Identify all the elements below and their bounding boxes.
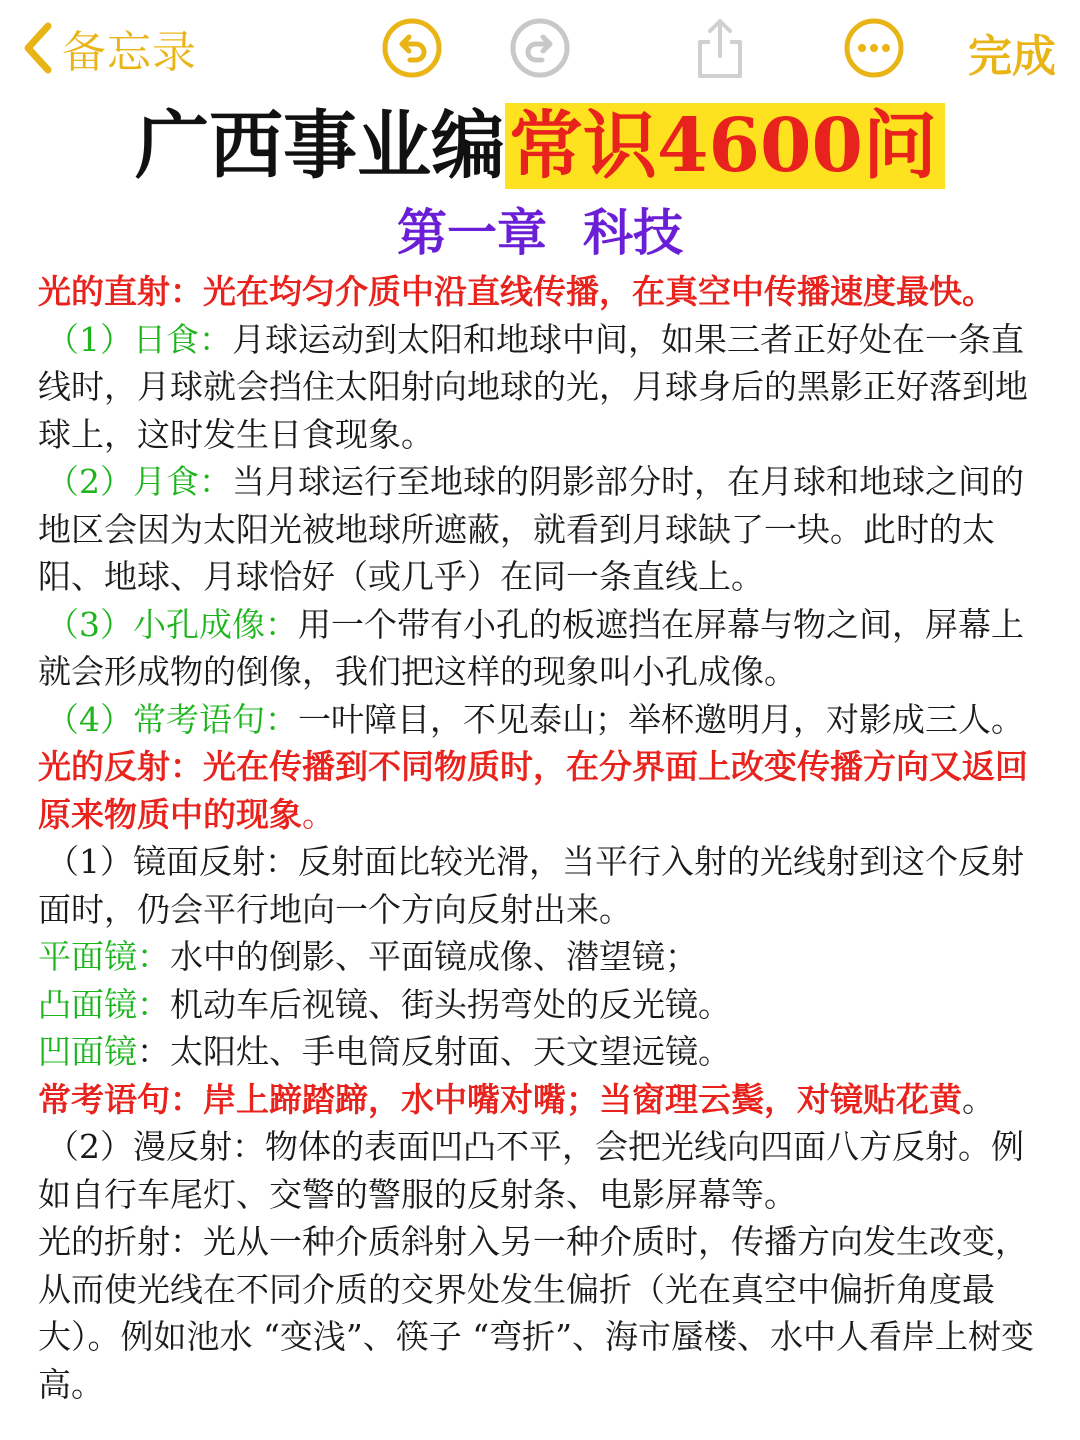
chapter-name: 科技 xyxy=(583,203,683,262)
paragraph-lunar-eclipse xyxy=(38,458,1054,601)
paragraph-flat-mirror xyxy=(38,933,1054,981)
title-highlight: 常识4600问 xyxy=(505,103,945,189)
paragraph-convex-mirror xyxy=(38,981,1054,1029)
done-button[interactable]: 完成 xyxy=(968,31,1056,82)
label-lunar-eclipse: （2）月食： xyxy=(46,462,232,501)
tail-common-phrases-2: 。 xyxy=(962,1079,995,1119)
paragraph-concave-mirror xyxy=(38,1028,1054,1076)
paragraph-common-phrases-2 xyxy=(38,1076,1054,1124)
redo-button[interactable] xyxy=(508,16,572,80)
redo-icon xyxy=(508,16,572,80)
label-flat-mirror: 平面镜： xyxy=(38,937,170,976)
reflection-heading-text: 光的反射：光在传播到不同物质时，在分界面上改变传播方向又返回原来物质中的现象 xyxy=(38,747,1028,834)
paragraph-pinhole xyxy=(38,601,1054,696)
label-convex-mirror: 凸面镜： xyxy=(38,984,170,1024)
reflection-heading-tail: 。 xyxy=(302,794,335,834)
paragraph-specular: （1）镜面反射：反射面比较光滑，当平行入射的光线射到这个反射面时，仍会平行地向一个方向反射出来。 xyxy=(38,842,1024,929)
chapter-heading xyxy=(0,200,1080,266)
section-reflection-heading xyxy=(38,743,1054,838)
page-title xyxy=(0,100,1080,192)
more-button[interactable] xyxy=(842,16,906,80)
title-main: 广西事业编 xyxy=(135,103,506,189)
back-label: 备忘录 xyxy=(62,27,197,78)
text-solar-eclipse: 月球运动到太阳和地球中间，如果三者正好处在一条直线时，月球就会挡住太阳射向地球的光，月球身后的黑影正好落到地球上，这时发生日食现象。 xyxy=(38,319,1028,454)
share-icon xyxy=(688,16,752,80)
label-common-phrases-1: （4）常考语句： xyxy=(46,699,298,739)
text-common-phrases-1: 一叶障目，不见泰山；举杯邀明月，对影成三人。 xyxy=(298,699,1024,739)
note-body[interactable] xyxy=(38,268,1054,1408)
text-flat-mirror: 水中的倒影、平面镜成像、潜望镜； xyxy=(170,937,698,976)
label-solar-eclipse: （1）日食： xyxy=(46,319,232,359)
more-icon xyxy=(842,16,906,80)
text-lunar-eclipse: 当月球运行至地球的阴影部分时，在月球和地球之间的地区会因为太阳光被地球所遮蔽，就看到月球缺了一块。此时的太阳、地球、月球恰好（或几乎）在同一条直线上。 xyxy=(38,462,1024,596)
paragraph-common-phrases-1 xyxy=(38,696,1054,744)
text-convex-mirror: 机动车后视镜、街头拐弯处的反光镜。 xyxy=(170,984,731,1024)
label-pinhole: （3）小孔成像： xyxy=(46,604,298,644)
nav-bar xyxy=(0,0,1080,96)
text-concave-mirror: ：太阳灶、手电筒反射面、天文望远镜。 xyxy=(137,1032,731,1071)
label-concave-mirror: 凹面镜 xyxy=(38,1032,137,1071)
text-common-phrases-2: 常考语句：岸上蹄踏蹄，水中嘴对嘴；当窗理云鬓，对镜贴花黄 xyxy=(38,1079,962,1119)
back-button[interactable] xyxy=(20,18,197,78)
chapter-number: 第一章 xyxy=(397,203,547,262)
section-light-straight-heading: 光的直射：光在均匀介质中沿直线传播，在真空中传播速度最快。 xyxy=(38,272,995,311)
paragraph-refraction: 光的折射：光从一种介质斜射入另一种介质时，传播方向发生改变，从而使光线在不同介质的交界处发生偏折（光在真空中偏折角度最大）。例如池水 “变浅”、筷子 “弯折”、海市蜃楼、水中人看岸上树变高。 xyxy=(38,1222,1034,1404)
undo-button[interactable] xyxy=(380,16,444,80)
text-pinhole: 用一个带有小孔的板遮挡在屏幕与物之间，屏幕上就会形成物的倒像，我们把这样的现象叫小孔成像。 xyxy=(38,604,1024,691)
chevron-left-icon xyxy=(20,20,54,76)
share-button[interactable] xyxy=(688,16,752,80)
undo-icon xyxy=(380,16,444,80)
paragraph-solar-eclipse xyxy=(38,316,1054,459)
paragraph-diffuse: （2）漫反射：物体的表面凹凸不平，会把光线向四面八方反射。例如自行车尾灯、交警的警服的反射条、电影屏幕等。 xyxy=(38,1127,1024,1214)
